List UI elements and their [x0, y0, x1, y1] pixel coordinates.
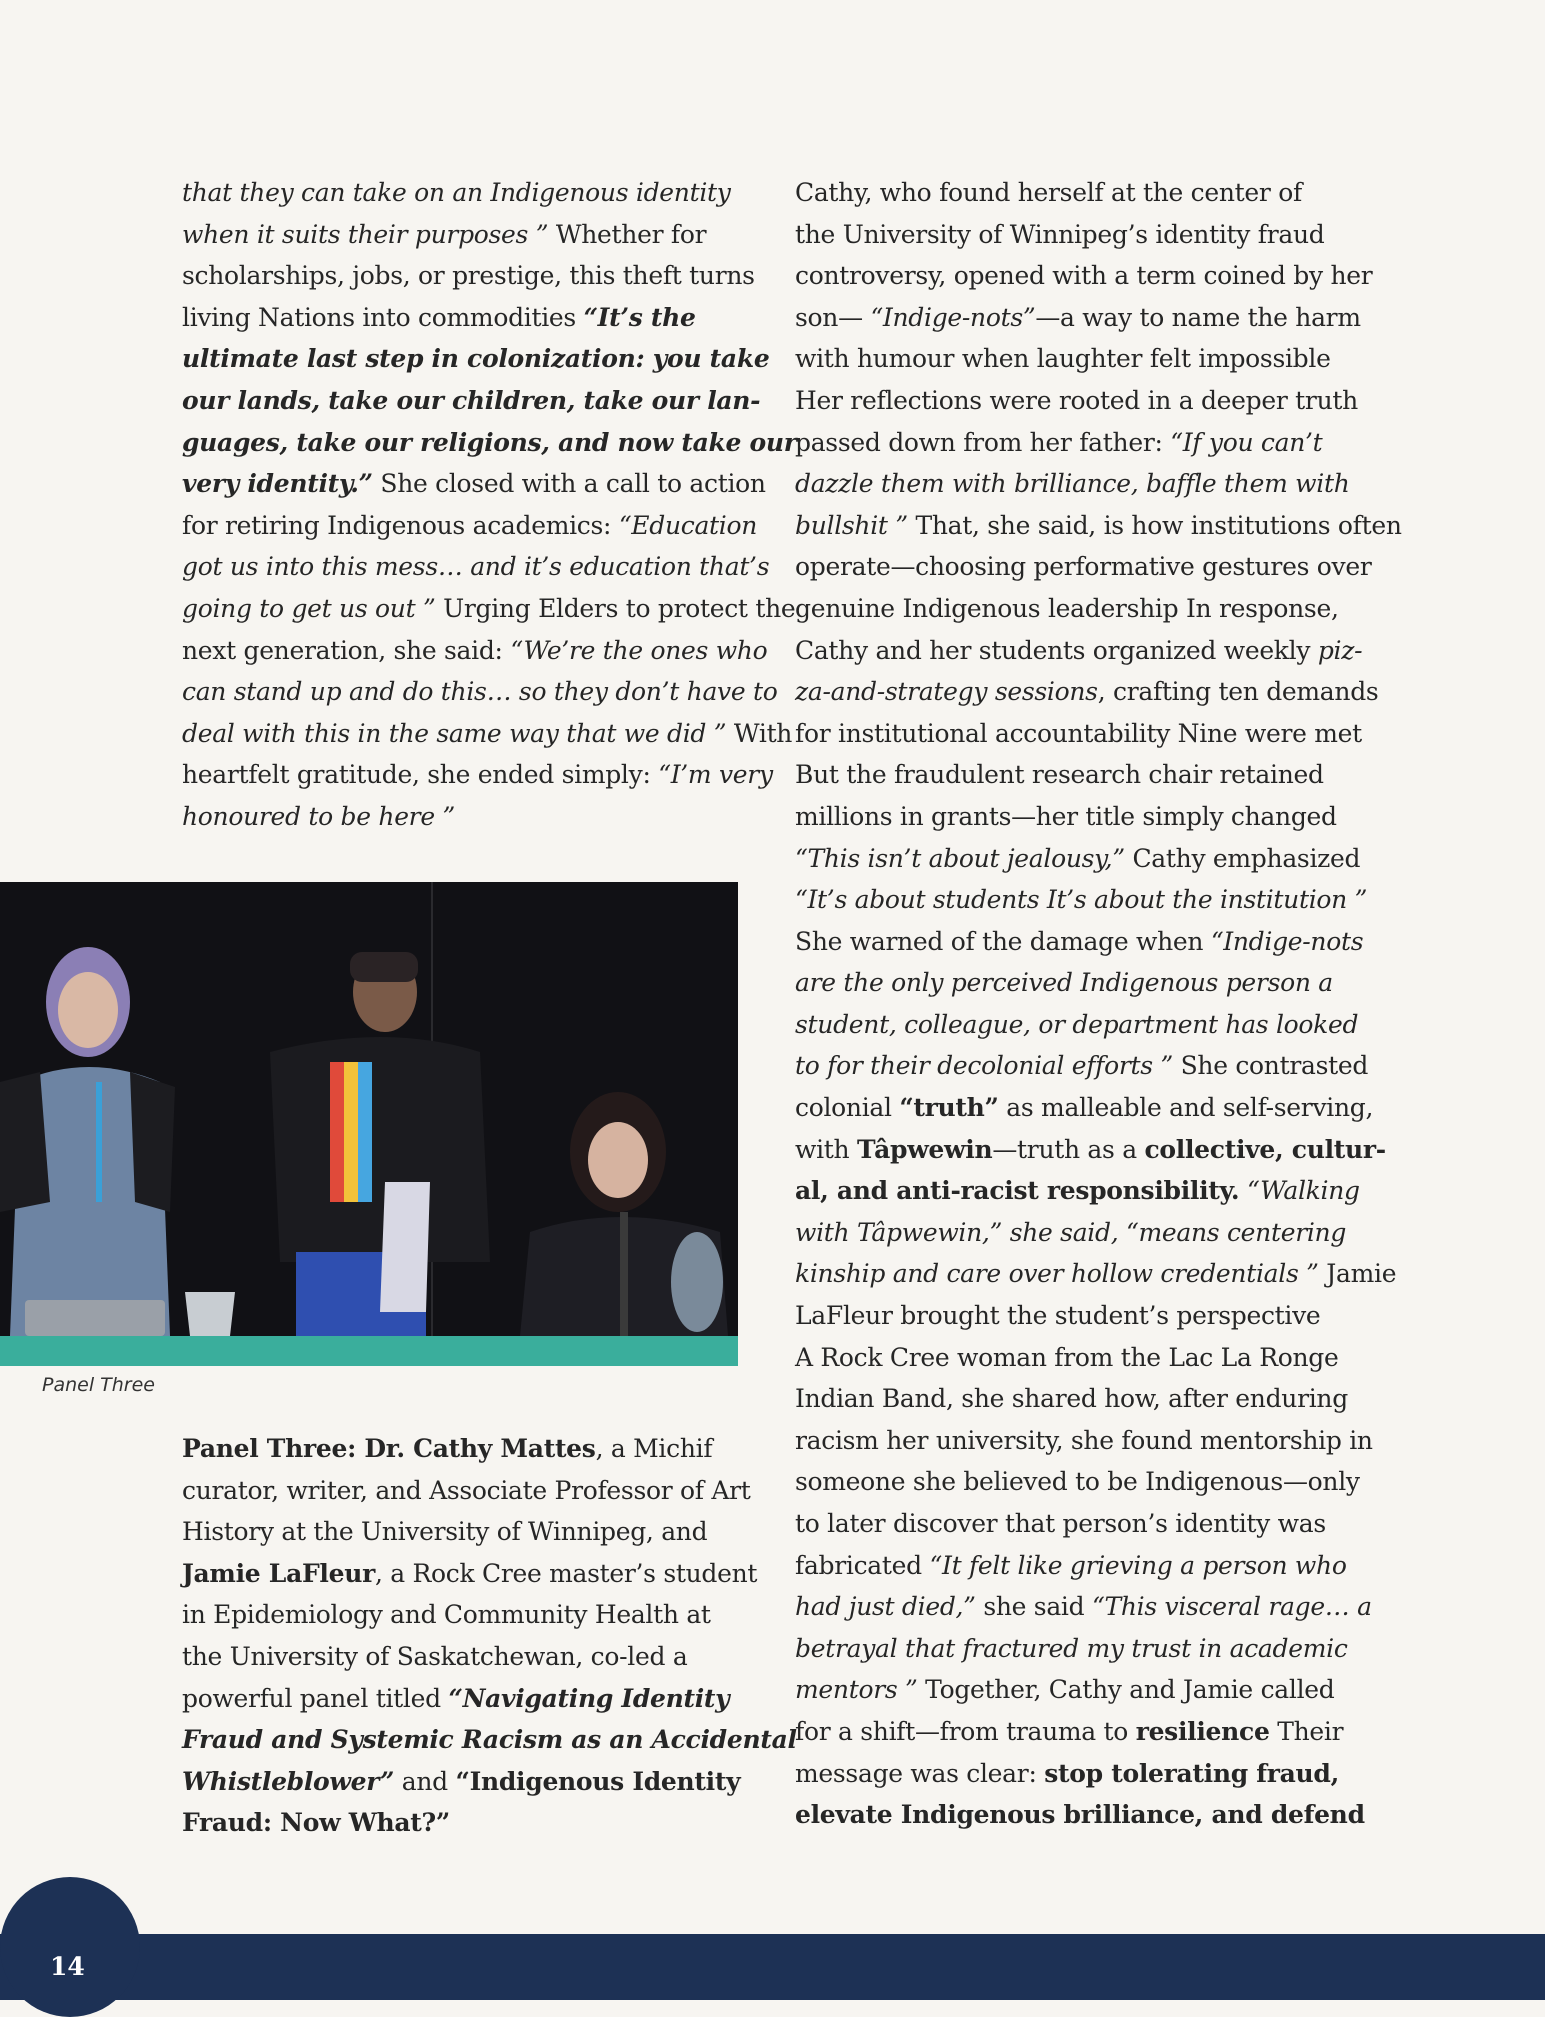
- text-line: the University of Saskatchewan, co-led a: [182, 1641, 688, 1671]
- text-line: heartfelt gratitude, she ended simply: “I’m very: [182, 760, 773, 790]
- text-line: to for their decolonial efforts ” She contrasted: [795, 1051, 1369, 1081]
- text-line: curator, writer, and Associate Professor of Art: [182, 1475, 751, 1505]
- left-column-text: [182, 172, 797, 838]
- text-line: with humour when laughter felt impossible: [795, 344, 1331, 374]
- text-line: our lands, take our children, take our lan-: [182, 385, 761, 415]
- text-line: when it suits their purposes ” Whether for: [182, 219, 707, 249]
- text-line: Indian Band, she shared how, after enduring: [795, 1384, 1348, 1414]
- text-line: controversy, opened with a term coined by her: [795, 261, 1373, 291]
- text-line: operate—choosing performative gestures over: [795, 552, 1372, 582]
- text-line: al, and anti-racist responsibility. “Walking: [795, 1176, 1360, 1206]
- text-line: next generation, she said: “We’re the ones who: [182, 635, 768, 665]
- text-line: But the fraudulent research chair retained: [795, 760, 1324, 790]
- panel-three-intro: [182, 1428, 797, 1844]
- text-line: bullshit ” That, she said, is how institutions often: [795, 510, 1402, 540]
- text-line: ultimate last step in colonization: you take: [182, 344, 770, 374]
- page-number: 14: [50, 1952, 85, 1981]
- text-line: are the only perceived Indigenous person a: [795, 968, 1333, 998]
- text-line: betrayal that fractured my trust in academic: [795, 1633, 1348, 1663]
- text-line: millions in grants—her title simply changed: [795, 801, 1337, 831]
- text-line: the University of Winnipeg’s identity fraud: [795, 219, 1325, 249]
- text-line: guages, take our religions, and now take our: [182, 427, 797, 457]
- text-line: message was clear: stop tolerating fraud,: [795, 1758, 1339, 1788]
- text-line: Whistleblower” and “Indigenous Identity: [182, 1766, 741, 1796]
- text-line: Fraud: Now What?”: [182, 1808, 450, 1838]
- panel-three-photo: [0, 882, 738, 1366]
- text-line: going to get us out ” Urging Elders to protect the: [182, 593, 796, 623]
- text-line: Her reflections were rooted in a deeper truth: [795, 385, 1358, 415]
- text-line: for a shift—from trauma to resilience Their: [795, 1716, 1344, 1746]
- text-line: History at the University of Winnipeg, and: [182, 1517, 708, 1547]
- right-column-text: [795, 172, 1402, 1836]
- text-line: “This isn’t about jealousy,” Cathy emphasized: [795, 843, 1361, 873]
- text-line: Cathy and her students organized weekly piz-: [795, 635, 1363, 665]
- text-line: scholarships, jobs, or prestige, this theft turns: [182, 261, 755, 291]
- text-line: fabricated “It felt like grieving a person who: [795, 1550, 1347, 1580]
- text-line: student, colleague, or department has looked: [795, 1009, 1359, 1039]
- text-line: mentors ” Together, Cathy and Jamie called: [795, 1675, 1335, 1705]
- text-line: with Tâpwewin,” she said, “means centering: [795, 1217, 1347, 1247]
- text-line: “It’s about students It’s about the institution ”: [795, 885, 1368, 915]
- text-line: for retiring Indigenous academics: “Education: [182, 510, 758, 540]
- text-line: LaFleur brought the student’s perspective: [795, 1301, 1321, 1331]
- text-line: son— “Indige-nots”—a way to name the harm: [795, 302, 1361, 332]
- text-line: dazzle them with brilliance, baffle them with: [795, 469, 1350, 499]
- text-line: had just died,” she said “This visceral rage… a: [795, 1592, 1372, 1622]
- text-line: powerful panel titled “Navigating Identity: [182, 1683, 730, 1713]
- text-line: got us into this mess… and it’s education that’s: [182, 552, 770, 582]
- text-line: elevate Indigenous brilliance, and defend: [795, 1800, 1365, 1830]
- text-line: She warned of the damage when “Indige-nots: [795, 926, 1364, 956]
- text-line: with Tâpwewin—truth as a collective, cultur-: [795, 1134, 1386, 1164]
- text-line: za-and-strategy sessions, crafting ten demands: [795, 677, 1379, 707]
- text-line: passed down from her father: “If you can’t: [795, 427, 1323, 457]
- text-line: deal with this in the same way that we did ” With: [182, 718, 793, 748]
- text-line: someone she believed to be Indigenous—only: [795, 1467, 1360, 1497]
- text-line: to later discover that person’s identity was: [795, 1509, 1326, 1538]
- text-line: Fraud and Systemic Racism as an Accidental: [182, 1725, 797, 1755]
- text-line: for institutional accountability Nine were met: [795, 718, 1362, 748]
- text-line: can stand up and do this… so they don’t have to: [182, 677, 778, 707]
- text-line: very identity.” She closed with a call to action: [182, 469, 766, 499]
- page-number-badge: [0, 1877, 140, 2017]
- text-line: kinship and care over hollow credentials ” Jamie: [795, 1259, 1397, 1289]
- text-line: racism her university, she found mentorship in: [795, 1425, 1373, 1455]
- text-line: Panel Three: Dr. Cathy Mattes, a Michif: [182, 1434, 713, 1463]
- text-line: that they can take on an Indigenous identity: [182, 178, 731, 207]
- text-line: Jamie LaFleur, a Rock Cree master’s student: [182, 1558, 758, 1588]
- text-line: Cathy, who found herself at the center of: [795, 178, 1302, 207]
- text-line: genuine Indigenous leadership In response,: [795, 593, 1339, 623]
- text-line: A Rock Cree woman from the Lac La Ronge: [795, 1342, 1339, 1372]
- text-line: in Epidemiology and Community Health at: [182, 1600, 711, 1630]
- footer-bar: [0, 1934, 1545, 2000]
- photo-caption: Panel Three: [42, 1374, 155, 1396]
- text-line: living Nations into commodities “It’s the: [182, 302, 696, 332]
- text-line: honoured to be here ”: [182, 801, 455, 831]
- text-line: colonial “truth” as malleable and self-serving,: [795, 1093, 1374, 1123]
- photo-illustration: [0, 882, 738, 1366]
